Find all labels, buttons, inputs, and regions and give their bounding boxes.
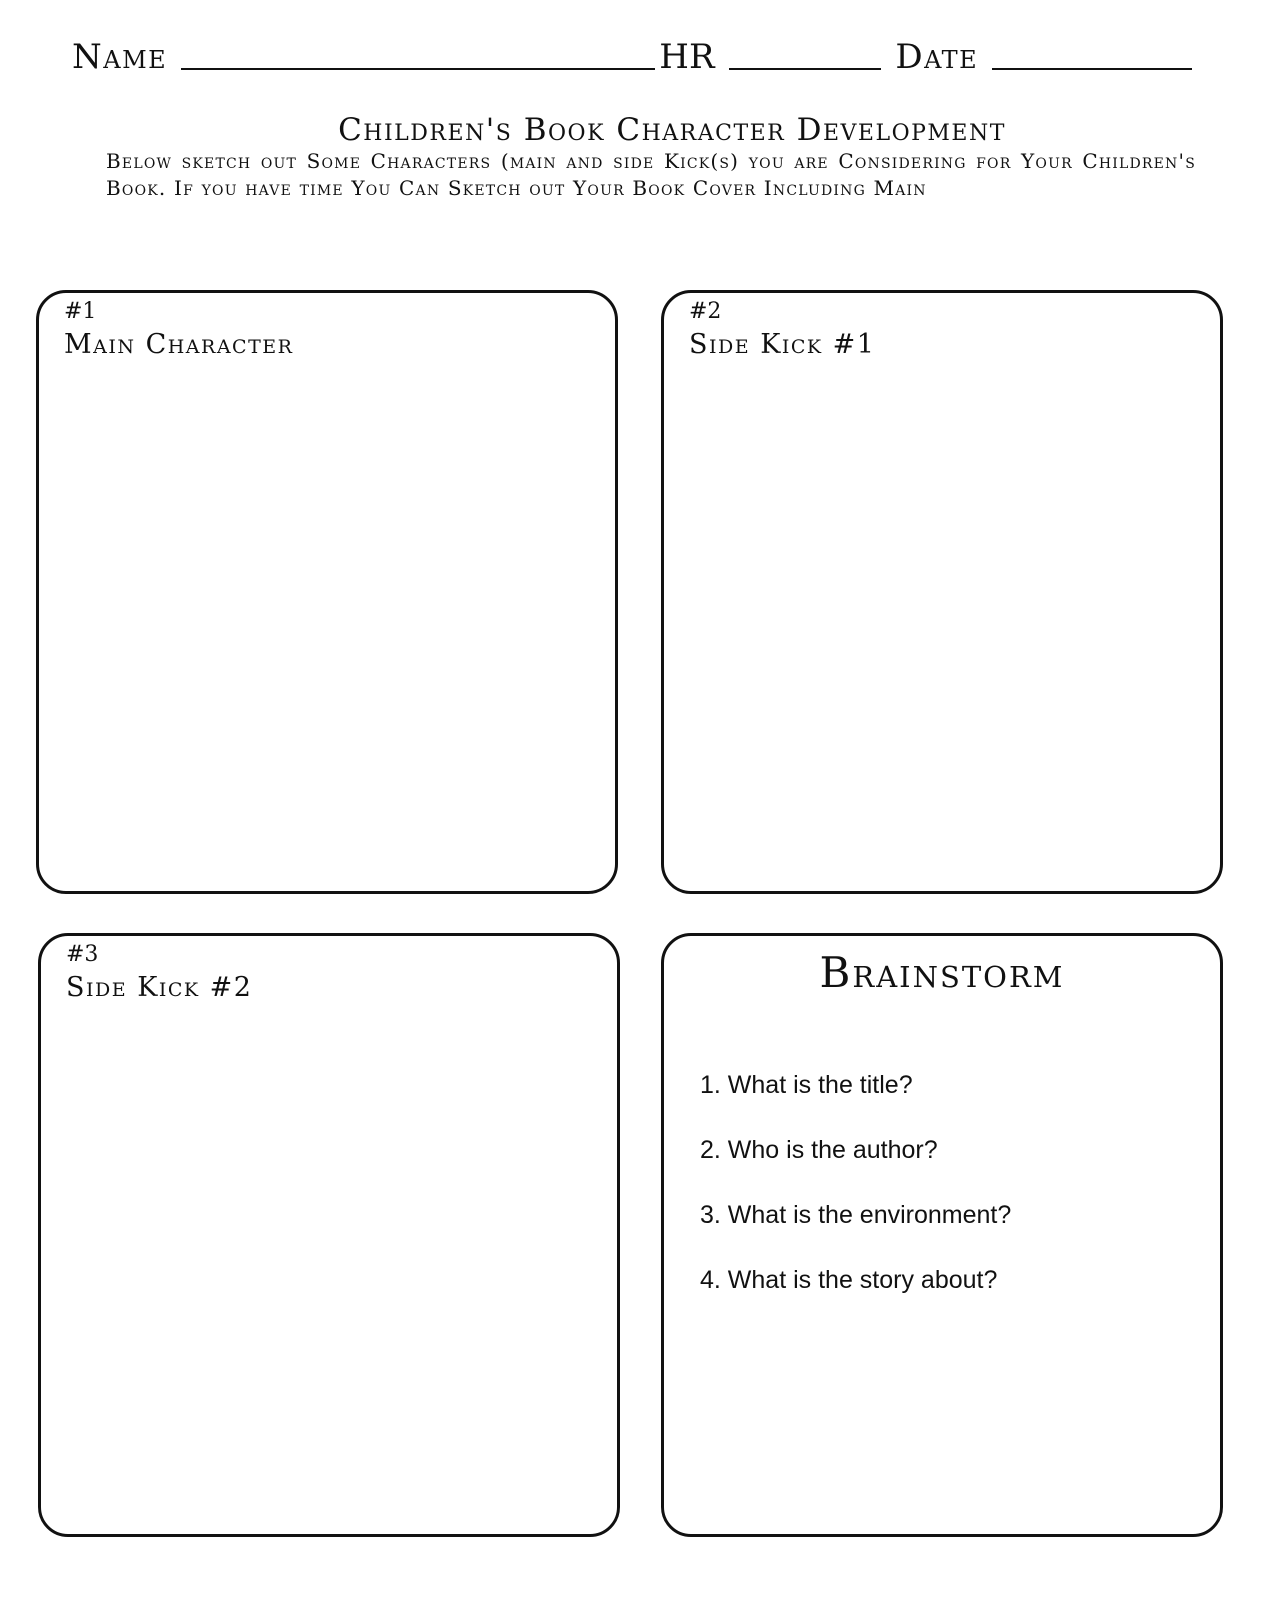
hr-label: HR [659,37,715,77]
main-character-box[interactable] [36,290,618,894]
header-fields [72,34,1192,77]
box-number: #3 [66,942,99,967]
box-label: Main Character [64,329,294,360]
box-label: Side Kick #1 [689,329,876,360]
box-number: #1 [64,299,97,324]
date-label: Date [895,37,979,77]
hr-blank[interactable] [729,66,882,70]
date-blank[interactable] [992,66,1192,70]
worksheet-instructions: Below sketch out Some Characters (main and side Kick(s) you are Considering for Your Children's Book. If you have time You Can Sketch out Your Book Cover Including Main [106,149,1196,200]
brainstorm-question: 4. What is the story about? [700,1266,998,1294]
brainstorm-question: 2. Who is the author? [700,1136,938,1164]
box-label: Side Kick #2 [66,972,253,1003]
brainstorm-box [661,933,1223,1537]
name-label: Name [72,37,168,77]
brainstorm-question: 1. What is the title? [700,1071,913,1099]
name-blank[interactable] [181,66,655,70]
box-number: #2 [689,299,722,324]
side-kick-2-box[interactable] [38,933,620,1537]
brainstorm-questions [700,1070,1011,1330]
worksheet-title: Children's Book Character Development [338,112,1006,148]
brainstorm-title: Brainstorm [819,948,1065,997]
brainstorm-question: 3. What is the environment? [700,1201,1012,1229]
side-kick-1-box[interactable] [661,290,1223,894]
